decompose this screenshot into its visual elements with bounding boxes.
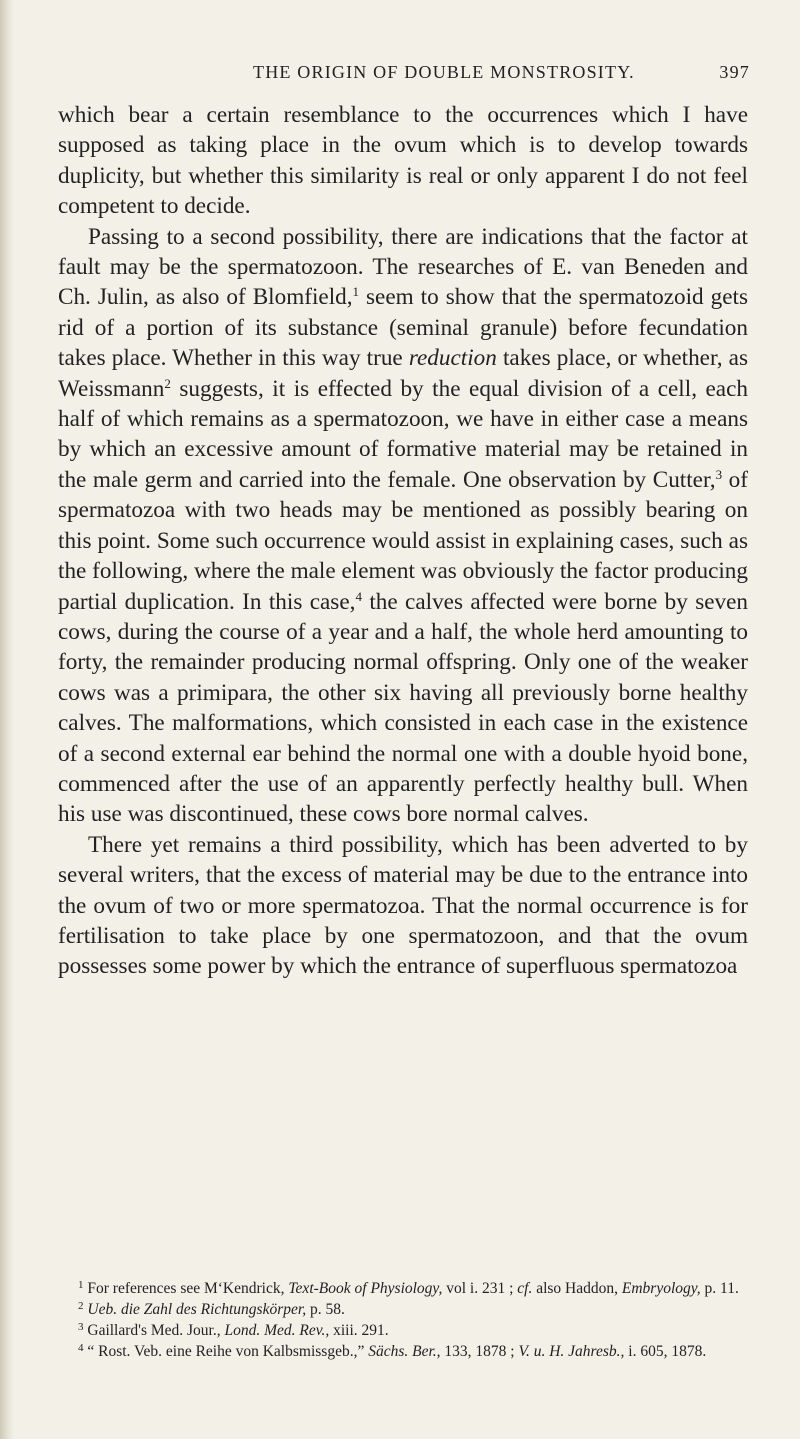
- footnote-text: vol i. 231 ;: [442, 1280, 518, 1297]
- paragraph-1: [58, 100, 748, 222]
- footnote-text: i. 605, 1878.: [624, 1343, 707, 1360]
- footnote-text: p. 11.: [700, 1280, 739, 1297]
- page-binding-edge: [0, 0, 14, 1439]
- text-run: Passing to a second possibility, there are indications that the factor at fault may be the spermatozoon. The researches of E. van Beneden and Ch. Julin, as also of Blomfield,: [58, 223, 748, 311]
- footnote-text: xiii. 291.: [329, 1322, 389, 1339]
- footnote-1: [58, 1278, 748, 1299]
- text-run: of spermatozoa with two heads may be mentioned as possibly bearing on this point. Some such occurrence would assist in explaining cases, such as the following, where the male element was obviously the factor producing partial duplication. In this case,: [58, 466, 748, 615]
- footnote-text: p. 58.: [306, 1301, 345, 1318]
- footnote-title: Lond. Med. Rev.,: [224, 1322, 330, 1339]
- footnote-title: Text-Book of Physiology,: [288, 1280, 443, 1297]
- paragraph-2: [58, 222, 748, 830]
- running-title: THE ORIGIN OF DOUBLE MONSTROSITY.: [253, 62, 635, 82]
- footnote-title: Sächs. Ber.,: [368, 1343, 441, 1360]
- running-header: [140, 62, 750, 92]
- footnote-text: also Haddon,: [532, 1280, 622, 1297]
- footnote-mark: 3: [78, 1321, 84, 1333]
- paragraph-3: [58, 830, 748, 982]
- footnote-text: “ Rost. Veb. eine Reihe von Kalbsmissgeb.,”: [87, 1343, 369, 1360]
- footnote-mark: 1: [78, 1279, 84, 1291]
- text-run: suggests, it is effected by the equal division of a cell, each half of which remains as a spermatozoon, we have in either case a means by which an excessive amount of formative material may be retained in the male germ and carried into the female. One observation by Cutter,: [58, 375, 748, 493]
- footnote-4: [58, 1341, 748, 1362]
- footnote-3: [58, 1320, 748, 1341]
- emphasis-reduction: reduction: [408, 345, 497, 372]
- footnote-title: V. u. H. Jahresb.,: [518, 1343, 625, 1360]
- text-run: takes place, or whether, as Weissmann: [58, 345, 748, 402]
- footnote-mark: 4: [78, 1342, 84, 1354]
- body-text: [58, 100, 748, 982]
- text-run: seem to show that the spermatozoid gets rid of a portion of its substance (seminal granule) before fecundation takes place. Whether in this way true: [58, 284, 748, 372]
- footnote-text: Gaillard's Med. Jour.,: [87, 1322, 225, 1339]
- text-run: which bear a certain resemblance to the occurrences which I have supposed as taking place in the ovum which is to develop towards duplicity, but whether this similarity is real or only apparent I do not feel competent to decide.: [58, 102, 748, 220]
- footnote-text: 133, 1878 ;: [440, 1343, 519, 1360]
- footnote-ref-3[interactable]: 3: [715, 466, 723, 482]
- footnote-ref-2[interactable]: 2: [164, 375, 171, 391]
- footnote-text: For references see M‘Kendrick,: [87, 1280, 289, 1297]
- footnote-2: [58, 1299, 748, 1320]
- footnote-mark: 2: [78, 1300, 84, 1312]
- page-number: 397: [719, 62, 750, 82]
- text-run: There yet remains a third possibility, which has been adverted to by several writers, that the excess of material may be due to the entrance into the ovum of two or more spermatozoa. That the normal occurrence is for fertilisation to take place by one spermatozoon, and that the ovum possesses some power by which the entrance of superfluous spermatozoa: [58, 831, 748, 980]
- footnote-title: Ueb. die Zahl des Richtungskörper,: [87, 1301, 307, 1318]
- footnote-abbrev: cf.: [517, 1280, 533, 1297]
- footnote-ref-4[interactable]: 4: [355, 588, 362, 604]
- text-run: the calves affected were borne by seven cows, during the course of a year and a half, the whole herd amounting to forty, the remainder producing normal offspring. Only one of the weaker cows was a primipara, the other six having all previously borne healthy calves. The malformations, which consisted in each case in the existence of a second external ear behind the normal one with a double hyoid bone, commenced after the use of an apparently perfectly healthy bull. When his use was discontinued, these cows bore normal calves.: [58, 588, 748, 828]
- footnotes: [58, 1278, 748, 1362]
- footnote-title: Embryology,: [621, 1280, 701, 1297]
- footnote-ref-1[interactable]: 1: [352, 284, 360, 300]
